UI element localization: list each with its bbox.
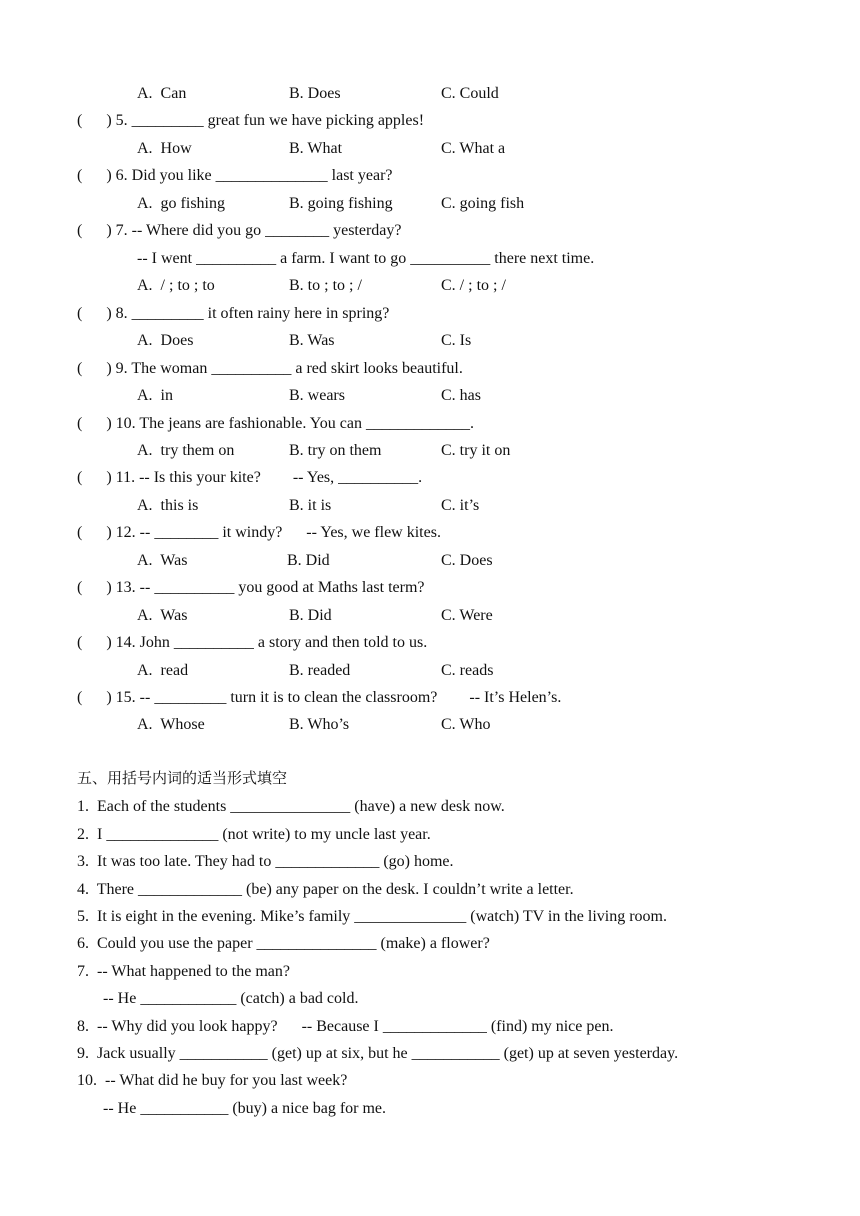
- question-15-stem: ( ) 15. -- _________ turn it is to clean the classroom? -- It’s Helen’s.: [77, 689, 562, 706]
- question-8-option-b: B. Was: [289, 332, 335, 349]
- question-13-option-a: A. Was: [137, 607, 188, 624]
- question-7-option-c: C. / ; to ; /: [441, 277, 506, 294]
- question-5-option-c: C. What a: [441, 140, 506, 157]
- question-7-stem-reply: -- I went __________ a farm. I want to go __________ there next time.: [137, 250, 595, 267]
- fill-item-4: 4. There _____________ (be) any paper on the desk. I couldn’t write a letter.: [77, 881, 574, 898]
- section-5-heading: 五、用括号内词的适当形式填空: [77, 769, 288, 787]
- question-10-option-c: C. try it on: [441, 442, 511, 459]
- question-11-stem: ( ) 11. -- Is this your kite? -- Yes, __________.: [77, 469, 423, 486]
- question-15-option-c: C. Who: [441, 716, 491, 733]
- q4-option-b: B. Does: [289, 85, 341, 102]
- question-13-option-c: C. Were: [441, 607, 493, 624]
- fill-item-3: 3. It was too late. They had to _____________ (go) home.: [77, 853, 454, 870]
- question-5-stem: ( ) 5. _________ great fun we have picking apples!: [77, 112, 425, 129]
- question-15-option-b: B. Who’s: [289, 716, 350, 733]
- question-11-option-a: A. this is: [137, 497, 199, 514]
- question-14-stem: ( ) 14. John __________ a story and then told to us.: [77, 634, 428, 651]
- question-7-option-b: B. to ; to ; /: [289, 277, 362, 294]
- fill-item-7-reply: -- He ____________ (catch) a bad cold.: [103, 990, 359, 1007]
- question-9-option-b: B. wears: [289, 387, 345, 404]
- question-8-stem: ( ) 8. _________ it often rainy here in spring?: [77, 305, 390, 322]
- question-10-stem: ( ) 10. The jeans are fashionable. You can _____________.: [77, 415, 474, 432]
- fill-item-8: 8. -- Why did you look happy? -- Because I _____________ (find) my nice pen.: [77, 1018, 614, 1035]
- question-14-option-b: B. readed: [289, 662, 351, 679]
- fill-item-6: 6. Could you use the paper _______________ (make) a flower?: [77, 935, 490, 952]
- question-6-stem: ( ) 6. Did you like ______________ last year?: [77, 167, 393, 184]
- fill-item-2: 2. I ______________ (not write) to my uncle last year.: [77, 826, 431, 843]
- question-12-option-a: A. Was: [137, 552, 188, 569]
- fill-item-10: 10. -- What did he buy for you last week?: [77, 1072, 348, 1089]
- question-10-option-b: B. try on them: [289, 442, 382, 459]
- q4-option-a: A. Can: [137, 85, 187, 102]
- question-12-stem: ( ) 12. -- ________ it windy? -- Yes, we flew kites.: [77, 524, 441, 541]
- fill-item-7: 7. -- What happened to the man?: [77, 963, 290, 980]
- question-9-option-a: A. in: [137, 387, 173, 404]
- question-15-option-a: A. Whose: [137, 716, 205, 733]
- question-13-option-b: B. Did: [289, 607, 332, 624]
- fill-item-1: 1. Each of the students _______________ (have) a new desk now.: [77, 798, 505, 815]
- question-7-stem: ( ) 7. -- Where did you go ________ yesterday?: [77, 222, 402, 239]
- question-8-option-a: A. Does: [137, 332, 194, 349]
- question-14-option-c: C. reads: [441, 662, 494, 679]
- question-6-option-a: A. go fishing: [137, 195, 225, 212]
- fill-item-9: 9. Jack usually ___________ (get) up at six, but he ___________ (get) up at seven yesterday.: [77, 1045, 679, 1062]
- question-12-option-c: C. Does: [441, 552, 493, 569]
- question-5-option-a: A. How: [137, 140, 192, 157]
- question-13-stem: ( ) 13. -- __________ you good at Maths last term?: [77, 579, 425, 596]
- question-6-option-c: C. going fish: [441, 195, 525, 212]
- question-11-option-c: C. it’s: [441, 497, 480, 514]
- question-5-option-b: B. What: [289, 140, 343, 157]
- q4-option-c: C. Could: [441, 85, 499, 102]
- fill-item-5: 5. It is eight in the evening. Mike’s family ______________ (watch) TV in the living room.: [77, 908, 667, 925]
- question-7-option-a: A. / ; to ; to: [137, 277, 215, 294]
- question-10-option-a: A. try them on: [137, 442, 235, 459]
- question-14-option-a: A. read: [137, 662, 189, 679]
- question-6-option-b: B. going fishing: [289, 195, 393, 212]
- question-11-option-b: B. it is: [289, 497, 332, 514]
- question-9-stem: ( ) 9. The woman __________ a red skirt looks beautiful.: [77, 360, 463, 377]
- fill-item-10-reply: -- He ___________ (buy) a nice bag for me.: [103, 1100, 387, 1117]
- question-12-option-b: B. Did: [287, 552, 330, 569]
- question-8-option-c: C. Is: [441, 332, 472, 349]
- question-9-option-c: C. has: [441, 387, 481, 404]
